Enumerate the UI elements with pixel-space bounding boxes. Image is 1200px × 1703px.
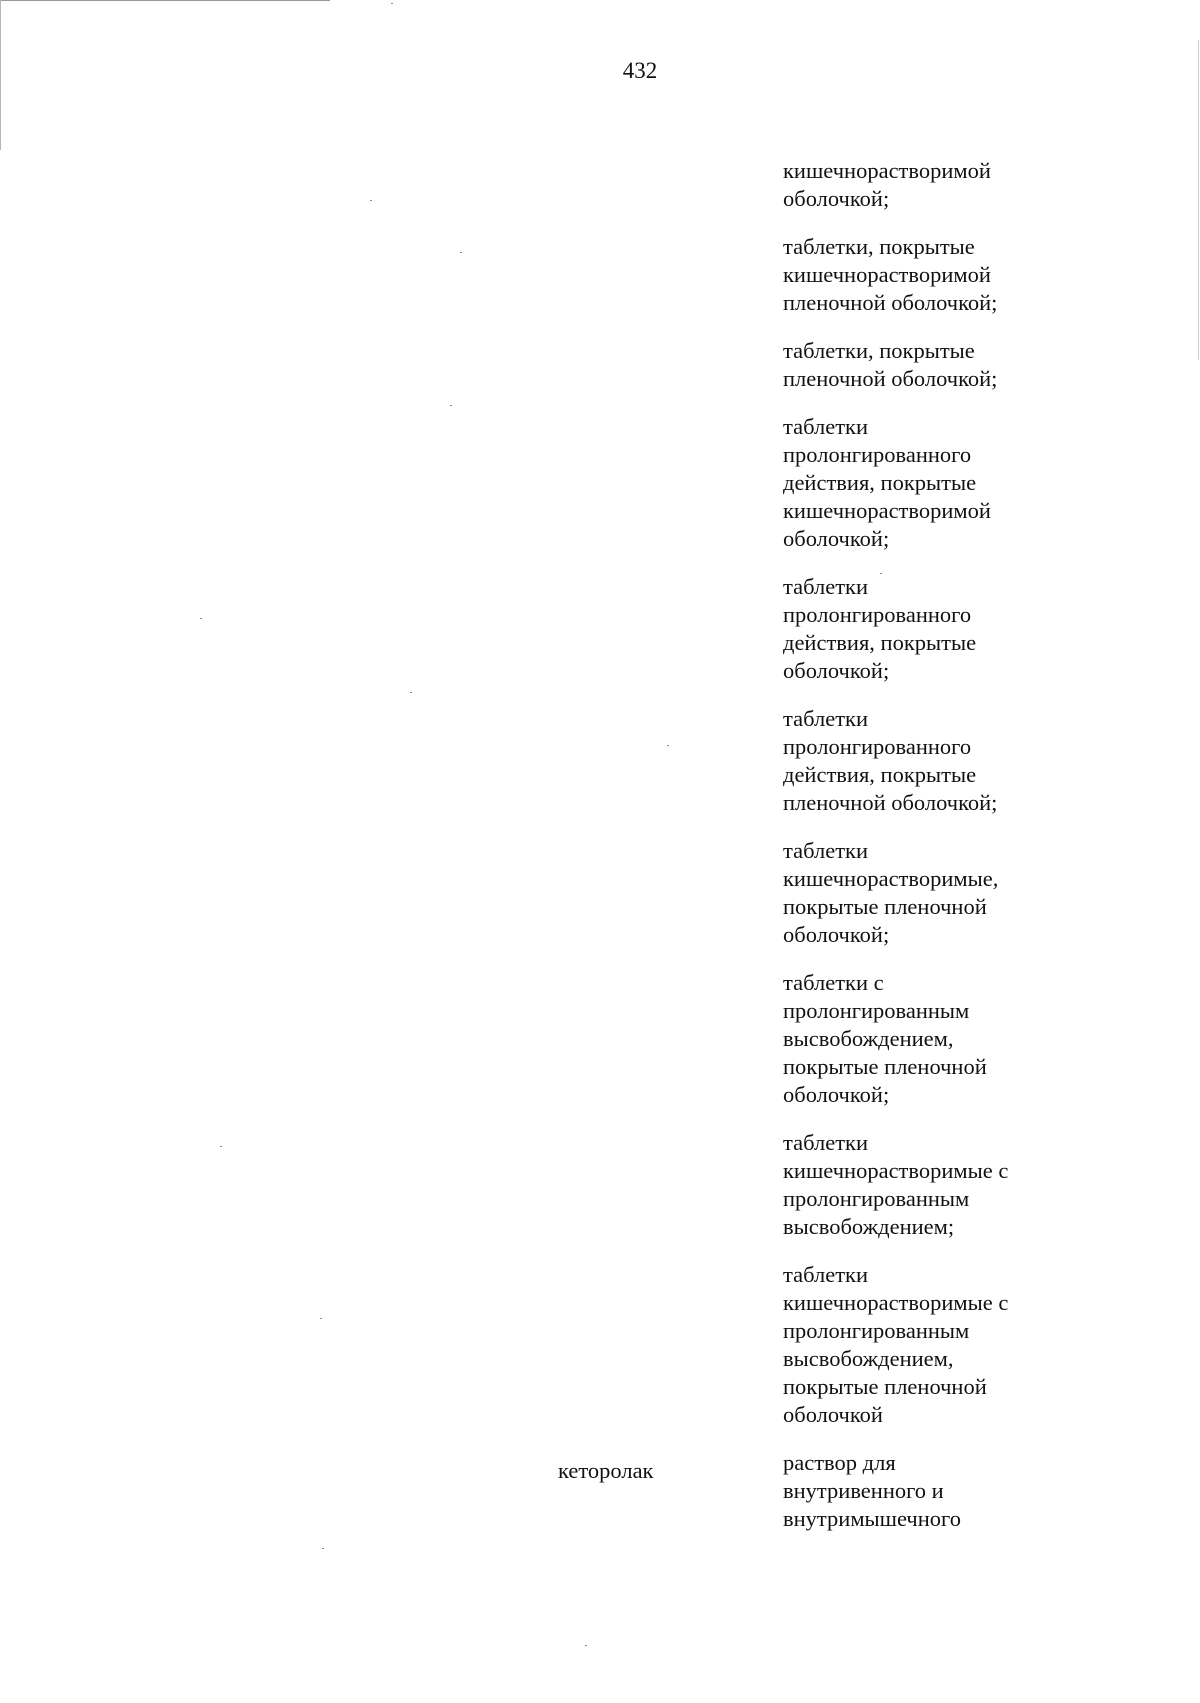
dosage-form-line: действия, покрытые bbox=[783, 470, 977, 495]
dosage-form-line: кишечнорастворимой bbox=[783, 158, 991, 183]
dosage-form-line: таблетки bbox=[783, 574, 869, 599]
dosage-form-line: кишечнорастворимой bbox=[783, 498, 991, 523]
scan-speck bbox=[410, 692, 412, 693]
dosage-form-line: оболочкой; bbox=[783, 526, 890, 551]
dosage-form-entry bbox=[783, 1449, 1083, 1533]
scan-edge-top bbox=[0, 0, 330, 1]
dosage-form-line: пролонгированным bbox=[783, 998, 970, 1023]
dosage-form-line: высвобождением; bbox=[783, 1214, 955, 1239]
dosage-form-line: пролонгированного bbox=[783, 734, 972, 759]
dosage-form-line: пролонгированного bbox=[783, 602, 972, 627]
dosage-forms-column bbox=[783, 157, 1083, 1553]
scan-speck bbox=[322, 1548, 324, 1549]
scan-speck bbox=[200, 618, 202, 619]
dosage-form-line: пролонгированным bbox=[783, 1186, 970, 1211]
dosage-form-line: кишечнорастворимые с bbox=[783, 1158, 1009, 1183]
dosage-form-line: таблетки, покрытые bbox=[783, 338, 975, 363]
scan-speck bbox=[320, 1318, 322, 1319]
dosage-form-line: таблетки с bbox=[783, 970, 884, 995]
dosage-form-line: оболочкой; bbox=[783, 658, 890, 683]
dosage-form-line: пленочной оболочкой; bbox=[783, 290, 998, 315]
dosage-form-line: кишечнорастворимые с bbox=[783, 1290, 1009, 1315]
dosage-form-line: покрытые пленочной bbox=[783, 894, 987, 919]
dosage-form-line: высвобождением, bbox=[783, 1026, 954, 1051]
dosage-form-entry bbox=[783, 837, 1083, 949]
dosage-form-line: высвобождением, bbox=[783, 1346, 954, 1371]
scan-edge-right bbox=[1198, 40, 1199, 360]
dosage-form-line: кишечнорастворимой bbox=[783, 262, 991, 287]
dosage-form-entry bbox=[783, 413, 1083, 553]
dosage-form-line: покрытые пленочной bbox=[783, 1054, 987, 1079]
dosage-form-entry bbox=[783, 573, 1083, 685]
scan-speck bbox=[880, 573, 882, 574]
dosage-form-entry bbox=[783, 969, 1083, 1109]
dosage-form-line: оболочкой; bbox=[783, 1082, 890, 1107]
dosage-form-entry bbox=[783, 337, 1083, 393]
scan-speck bbox=[460, 252, 462, 253]
scan-speck bbox=[370, 200, 372, 201]
scan-speck bbox=[391, 3, 393, 4]
dosage-form-line: внутримышечного bbox=[783, 1506, 961, 1531]
page-number: 432 bbox=[622, 58, 658, 83]
dosage-form-entry bbox=[783, 233, 1083, 317]
dosage-form-entry bbox=[783, 1129, 1083, 1241]
drug-name-ketorolac: кеторолак bbox=[558, 1458, 654, 1483]
dosage-form-line: покрытые пленочной bbox=[783, 1374, 987, 1399]
dosage-form-line: пленочной оболочкой; bbox=[783, 366, 998, 391]
dosage-form-line: оболочкой; bbox=[783, 186, 890, 211]
dosage-form-line: действия, покрытые bbox=[783, 630, 977, 655]
dosage-form-line: таблетки bbox=[783, 838, 869, 863]
dosage-form-line: внутривенного и bbox=[783, 1478, 944, 1503]
scan-speck bbox=[667, 745, 669, 746]
dosage-form-entry bbox=[783, 157, 1083, 213]
dosage-form-line: действия, покрытые bbox=[783, 762, 977, 787]
dosage-form-line: таблетки bbox=[783, 1130, 869, 1155]
dosage-form-line: оболочкой; bbox=[783, 922, 890, 947]
dosage-form-entry bbox=[783, 1261, 1083, 1429]
scan-speck bbox=[220, 1146, 222, 1147]
dosage-form-entry bbox=[783, 705, 1083, 817]
dosage-form-line: таблетки bbox=[783, 414, 869, 439]
dosage-form-line: кишечнорастворимые, bbox=[783, 866, 999, 891]
dosage-form-line: таблетки, покрытые bbox=[783, 234, 975, 259]
dosage-form-line: пролонгированного bbox=[783, 442, 972, 467]
dosage-form-line: раствор для bbox=[783, 1450, 896, 1475]
dosage-form-line: таблетки bbox=[783, 706, 869, 731]
dosage-form-line: таблетки bbox=[783, 1262, 869, 1287]
dosage-form-line: оболочкой bbox=[783, 1402, 883, 1427]
dosage-form-line: пленочной оболочкой; bbox=[783, 790, 998, 815]
scan-speck bbox=[585, 1645, 587, 1646]
scan-speck bbox=[450, 405, 452, 406]
dosage-form-line: пролонгированным bbox=[783, 1318, 970, 1343]
